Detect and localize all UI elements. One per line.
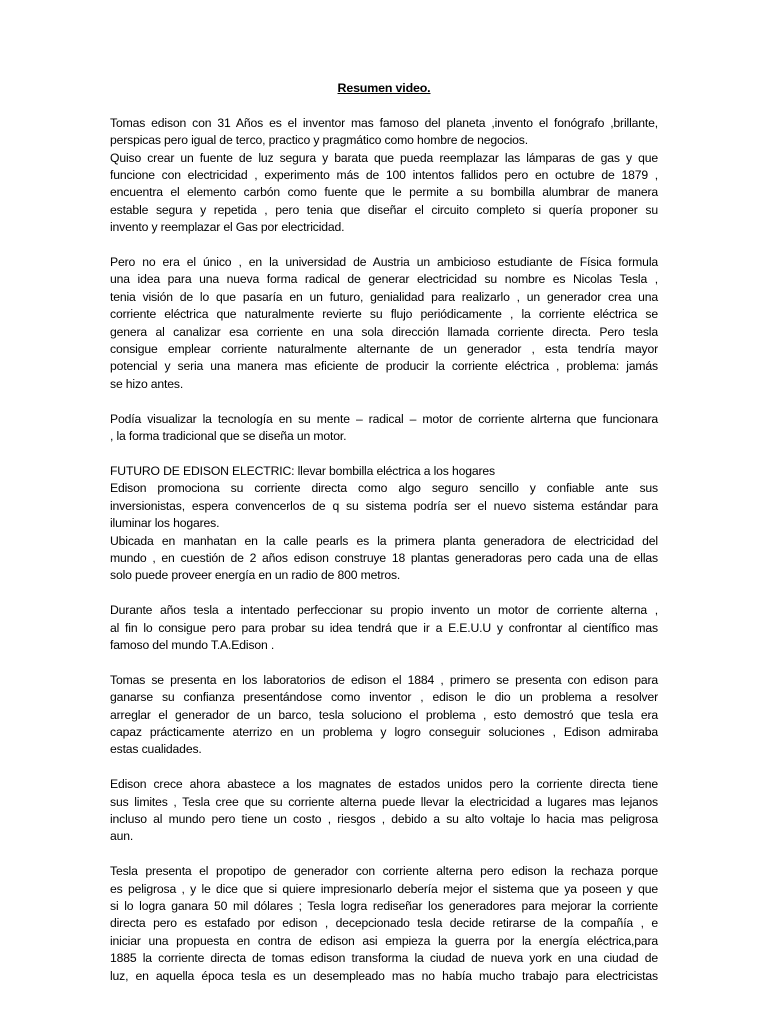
text-line: aun. xyxy=(110,829,134,844)
text-line: Pero no era el único , en la universidad de Austria un ambicioso estudiante de Física formula xyxy=(110,255,658,270)
document-body xyxy=(110,115,658,985)
text-line: iniciar una propuesta en contra de edison asi empieza la guerra por la energía eléctrica,para xyxy=(110,933,658,948)
paragraph xyxy=(110,150,658,237)
paragraph xyxy=(110,411,658,446)
text-line: Tomas se presenta en los laboratorios de edison el 1884 , primero se presenta con edison para xyxy=(110,672,658,687)
paragraph xyxy=(110,672,658,759)
paragraph xyxy=(110,254,658,393)
text-line: inversionistas, espera convencerlos de q su sistema podría ser el nuevo sistema estándar para xyxy=(110,498,658,513)
text-line: encuentra el elemento carbón como fuente que le permite a su bombilla alumbrar de manera xyxy=(110,185,658,200)
text-line: Ubicada en manhatan en la calle pearls es la primera planta generadora de electricidad del xyxy=(110,533,658,548)
paragraph xyxy=(110,115,658,150)
text-line: , la forma tradicional que se diseña un motor. xyxy=(110,429,347,444)
text-line: es peligrosa , y le dice que si quiere impresionarlo debería mejor el sistema que ya poseen y que xyxy=(110,881,658,896)
text-line: una idea para una nueva forma radical de generar electricidad su nombre es Nicolas Tesla , xyxy=(110,272,658,287)
text-line: Edison crece ahora abastece a los magnates de estados unidos pero la corriente directa tiene xyxy=(110,777,658,792)
text-line: estas cualidades. xyxy=(110,742,202,757)
text-line: 1885 la corriente directa de tomas edison transforma la ciudad de nueva york en una ciudad de xyxy=(110,951,658,966)
paragraph xyxy=(110,463,658,480)
paragraph xyxy=(110,863,658,985)
text-line: FUTURO DE EDISON ELECTRIC: llevar bombilla eléctrica a los hogares xyxy=(110,463,495,478)
text-line: ganarse su confianza presentándose como inventor , edison le dio un problema a resolver xyxy=(110,690,658,705)
text-line: invento y reemplazar el Gas por electricidad. xyxy=(110,220,345,235)
text-line: Tomas edison con 31 Años es el inventor mas famoso del planeta ,invento el fonógrafo ,brillante, xyxy=(110,115,658,130)
text-line: incluso al mundo pero tiene un costo , riesgos , debido a su alto voltaje lo hacia mas peligrosa xyxy=(110,811,658,826)
text-line: arreglar el generador de un barco, tesla soluciono el problema , esto demostró que tesla era xyxy=(110,707,658,722)
paragraph xyxy=(110,602,658,654)
text-line: estable segura y repetida , pero tenia que diseñar el circuito completo si quería proponer su xyxy=(110,202,658,217)
text-line: capaz prácticamente aterrizo en un problema y logro conseguir soluciones , Edison admiraba xyxy=(110,724,658,739)
text-line: potencial y seria una manera mas eficiente de producir la corriente eléctrica , problema: jamás xyxy=(110,359,658,374)
text-line: perspicas pero igual de terco, practico y pragmático como hombre de negocios. xyxy=(110,133,528,148)
text-line: directa pero es estafado por edison , decepcionado tesla decide retirarse de la compañía , e xyxy=(110,916,658,931)
paragraph xyxy=(110,776,658,846)
text-line: Edison promociona su corriente directa como algo seguro sencillo y confiable ante sus xyxy=(110,481,658,496)
text-line: tenia visión de lo que pasaría en un futuro, genialidad para realizarlo , un generador crea una xyxy=(110,289,658,304)
text-line: sus limites , Tesla cree que su corriente alterna puede llevar la electricidad a lugares mas lejanos xyxy=(110,794,658,809)
text-line: consigue emplear corriente naturalmente alternante de un generador , esta tendría mayor xyxy=(110,342,658,357)
text-line: genera al canalizar esa corriente en una sola dirección llamada corriente directa. Pero tesla xyxy=(110,324,658,339)
text-line: corriente eléctrica que naturalmente revierte su flujo periódicamente , la corriente eléctrica se xyxy=(110,307,658,322)
text-line: Podía visualizar la tecnología en su mente – radical – motor de corriente alrterna que funcionara xyxy=(110,411,658,426)
text-line: se hizo antes. xyxy=(110,376,184,391)
text-line: funcione con electricidad , experimento más de 100 intentos fallidos pero en octubre de 1879 , xyxy=(110,168,658,183)
document-page xyxy=(110,80,658,1002)
text-line: si lo logra ganara 50 mil dólares ; Tesla logra rediseñar los generadores para mejorar la corriente xyxy=(110,898,658,913)
text-line: iluminar los hogares. xyxy=(110,516,220,531)
text-line: Quiso crear un fuente de luz segura y barata que pueda reemplazar las lámparas de gas y que xyxy=(110,150,658,165)
paragraph xyxy=(110,480,658,532)
text-line: mundo , en cuestión de 2 años edison construye 18 plantas generadoras pero cada una de ellas xyxy=(110,550,658,565)
paragraph xyxy=(110,533,658,585)
document-title: Resumen video. xyxy=(337,81,431,95)
text-line: luz, en aquella época tesla es un desempleado mas no había mucho trabajo para electricistas xyxy=(110,968,658,983)
text-line: solo puede proveer energía en un radio de 800 metros. xyxy=(110,568,401,583)
text-line: al fin lo consigue pero para probar su idea tendrá que ir a E.E.U.U y confrontar al científico mas xyxy=(110,620,658,635)
text-line: Durante años tesla a intentado perfeccionar su propio invento un motor de corriente alterna , xyxy=(110,603,658,618)
text-line: famoso del mundo T.A.Edison . xyxy=(110,637,275,652)
text-line: Tesla presenta el propotipo de generador con corriente alterna pero edison la rechaza porque xyxy=(110,864,658,879)
